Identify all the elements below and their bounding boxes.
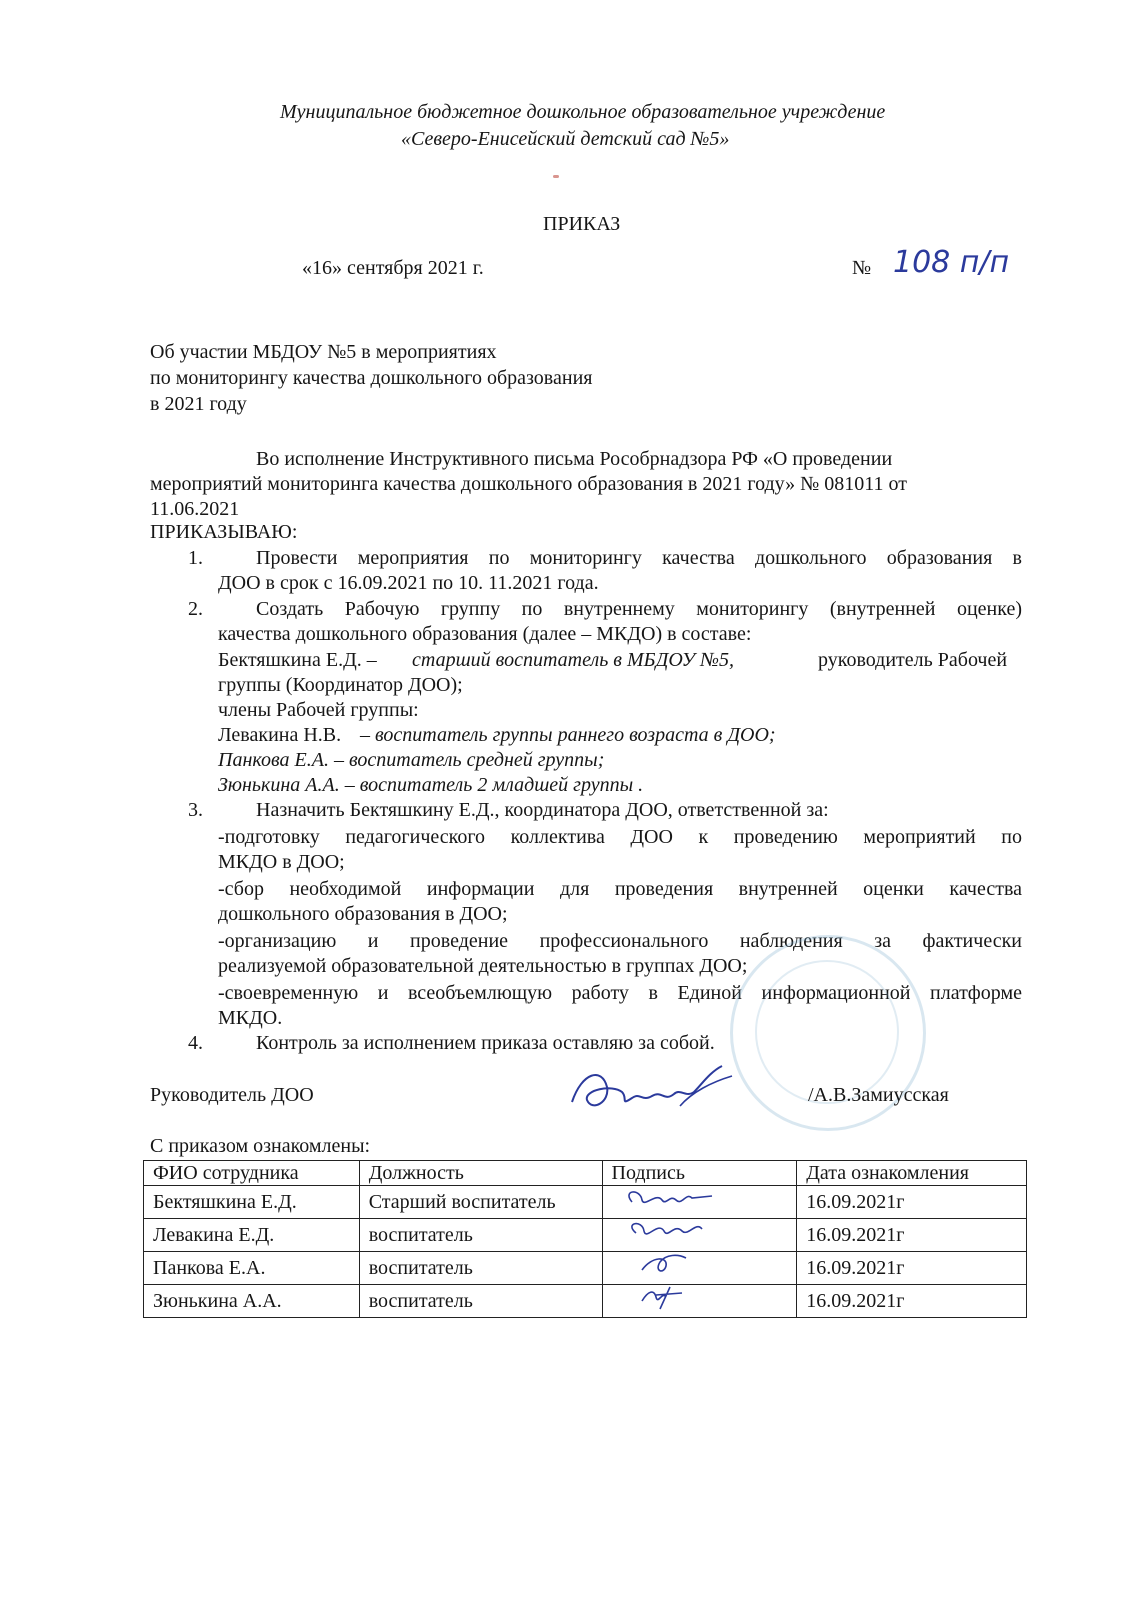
coordinator-name: Бектяшкина Е.Д. – (218, 649, 377, 671)
item-4-number: 4. (188, 1032, 203, 1054)
handwritten-signature (612, 1285, 722, 1311)
cell-name: Бектяшкина Е.Д. (144, 1186, 360, 1219)
ink-mark (553, 175, 559, 178)
cell-signature (602, 1186, 797, 1219)
item-3-number: 3. (188, 799, 203, 821)
item-3-line-2: -подготовку педагогического коллектива ДОО к проведению мероприятий по (218, 826, 1022, 848)
cell-signature (602, 1219, 797, 1252)
coordinator-line-2: группы (Координатор ДОО); (218, 674, 463, 696)
item-2-line-2: качества дошкольного образования (далее – МКДО) в составе: (218, 623, 752, 645)
preamble-line-3: 11.06.2021 (150, 498, 240, 520)
item-1-line-1: Провести мероприятия по мониторингу качества дошкольного образования в (256, 547, 1022, 569)
acquaint-table (143, 1160, 1027, 1318)
cell-signature (602, 1285, 797, 1318)
preamble-line-2: мероприятий мониторинга качества дошкольного образования в 2021 году» № 081011 от (150, 473, 907, 495)
item-3-line-9: МКДО. (218, 1007, 283, 1029)
item-3-line-8: -своевременную и всеобъемлющую работу в Единой информационной платформе (218, 982, 1022, 1004)
coordinator-rest: руководитель Рабочей (818, 649, 1008, 671)
doc-title: ПРИКАЗ (543, 213, 621, 235)
cell-name: Панкова Е.А. (144, 1252, 360, 1285)
member-3: Зюнькина А.А. – воспитатель 2 младшей группы . (218, 774, 644, 796)
cell-name: Левакина Е.Д. (144, 1219, 360, 1252)
org-name-line2: «Северо-Енисейский детский сад №5» (401, 128, 730, 150)
doc-number-handwritten: 108 п/п (893, 245, 1010, 280)
handwritten-signature (612, 1219, 722, 1245)
subject-line-1: Об участии МБДОУ №5 в мероприятиях (150, 341, 497, 363)
subject-line-3: в 2021 году (150, 393, 247, 415)
org-name-line1: Муниципальное бюджетное дошкольное образовательное учреждение (280, 101, 886, 123)
cell-signature (602, 1252, 797, 1285)
header-cell-position: Должность (359, 1161, 602, 1186)
header-cell-signature: Подпись (602, 1161, 797, 1186)
item-2-line-1: Создать Рабочую группу по внутреннему мониторингу (внутренней оценке) (256, 598, 1022, 620)
signature-position: Руководитель ДОО (150, 1084, 314, 1106)
signature-name: /А.В.Замиусская (808, 1084, 949, 1106)
item-1-line-2: ДОО в срок с 16.09.2021 по 10. 11.2021 года. (218, 572, 599, 594)
cell-position: воспитатель (359, 1285, 602, 1318)
head-signature (562, 1062, 752, 1122)
item-3-line-6: -организацию и проведение профессионального наблюдения за фактически (218, 930, 1022, 952)
cell-name: Зюнькина А.А. (144, 1285, 360, 1318)
header-cell-name: ФИО сотрудника (144, 1161, 360, 1186)
cell-date: 16.09.2021г (797, 1219, 1027, 1252)
item-2-number: 2. (188, 598, 203, 620)
member-1-role: – воспитатель группы раннего возраста в ДОО; (360, 724, 776, 746)
item-3-line-3: МКДО в ДОО; (218, 851, 345, 873)
item-3-line-5: дошкольного образования в ДОО; (218, 903, 508, 925)
table-row (144, 1219, 1027, 1252)
member-1-name: Левакина Н.В. (218, 724, 342, 746)
members-label: члены Рабочей группы: (218, 699, 419, 721)
table-row (144, 1186, 1027, 1219)
subject-line-2: по мониторингу качества дошкольного образования (150, 367, 593, 389)
cell-date: 16.09.2021г (797, 1186, 1027, 1219)
cell-date: 16.09.2021г (797, 1285, 1027, 1318)
doc-number-label: № (852, 257, 872, 279)
item-4-line-1: Контроль за исполнением приказа оставляю за собой. (256, 1032, 715, 1054)
item-3-line-1: Назначить Бектяшкину Е.Д., координатора ДОО, ответственной за: (256, 799, 829, 821)
preamble-line-1: Во исполнение Инструктивного письма Рособрнадзора РФ «О проведении (256, 448, 893, 470)
header-cell-date: Дата ознакомления (797, 1161, 1027, 1186)
cell-position: воспитатель (359, 1252, 602, 1285)
cell-position: воспитатель (359, 1219, 602, 1252)
handwritten-signature (612, 1252, 722, 1278)
table-row (144, 1252, 1027, 1285)
item-3-line-7: реализуемой образовательной деятельностью в группах ДОО; (218, 955, 748, 977)
cell-date: 16.09.2021г (797, 1252, 1027, 1285)
coordinator-role: старший воспитатель в МБДОУ №5, (412, 649, 734, 671)
acquaint-label: С приказом ознакомлены: (150, 1135, 371, 1157)
doc-date: «16» сентября 2021 г. (302, 257, 484, 279)
item-1-number: 1. (188, 547, 203, 569)
table-row (144, 1285, 1027, 1318)
item-3-line-4: -сбор необходимой информации для проведения внутренней оценки качества (218, 878, 1022, 900)
table-header-row (144, 1161, 1027, 1186)
member-2: Панкова Е.А. – воспитатель средней группы; (218, 749, 605, 771)
order-word: ПРИКАЗЫВАЮ: (150, 521, 298, 543)
handwritten-signature (612, 1186, 722, 1212)
cell-position: Старший воспитатель (359, 1186, 602, 1219)
